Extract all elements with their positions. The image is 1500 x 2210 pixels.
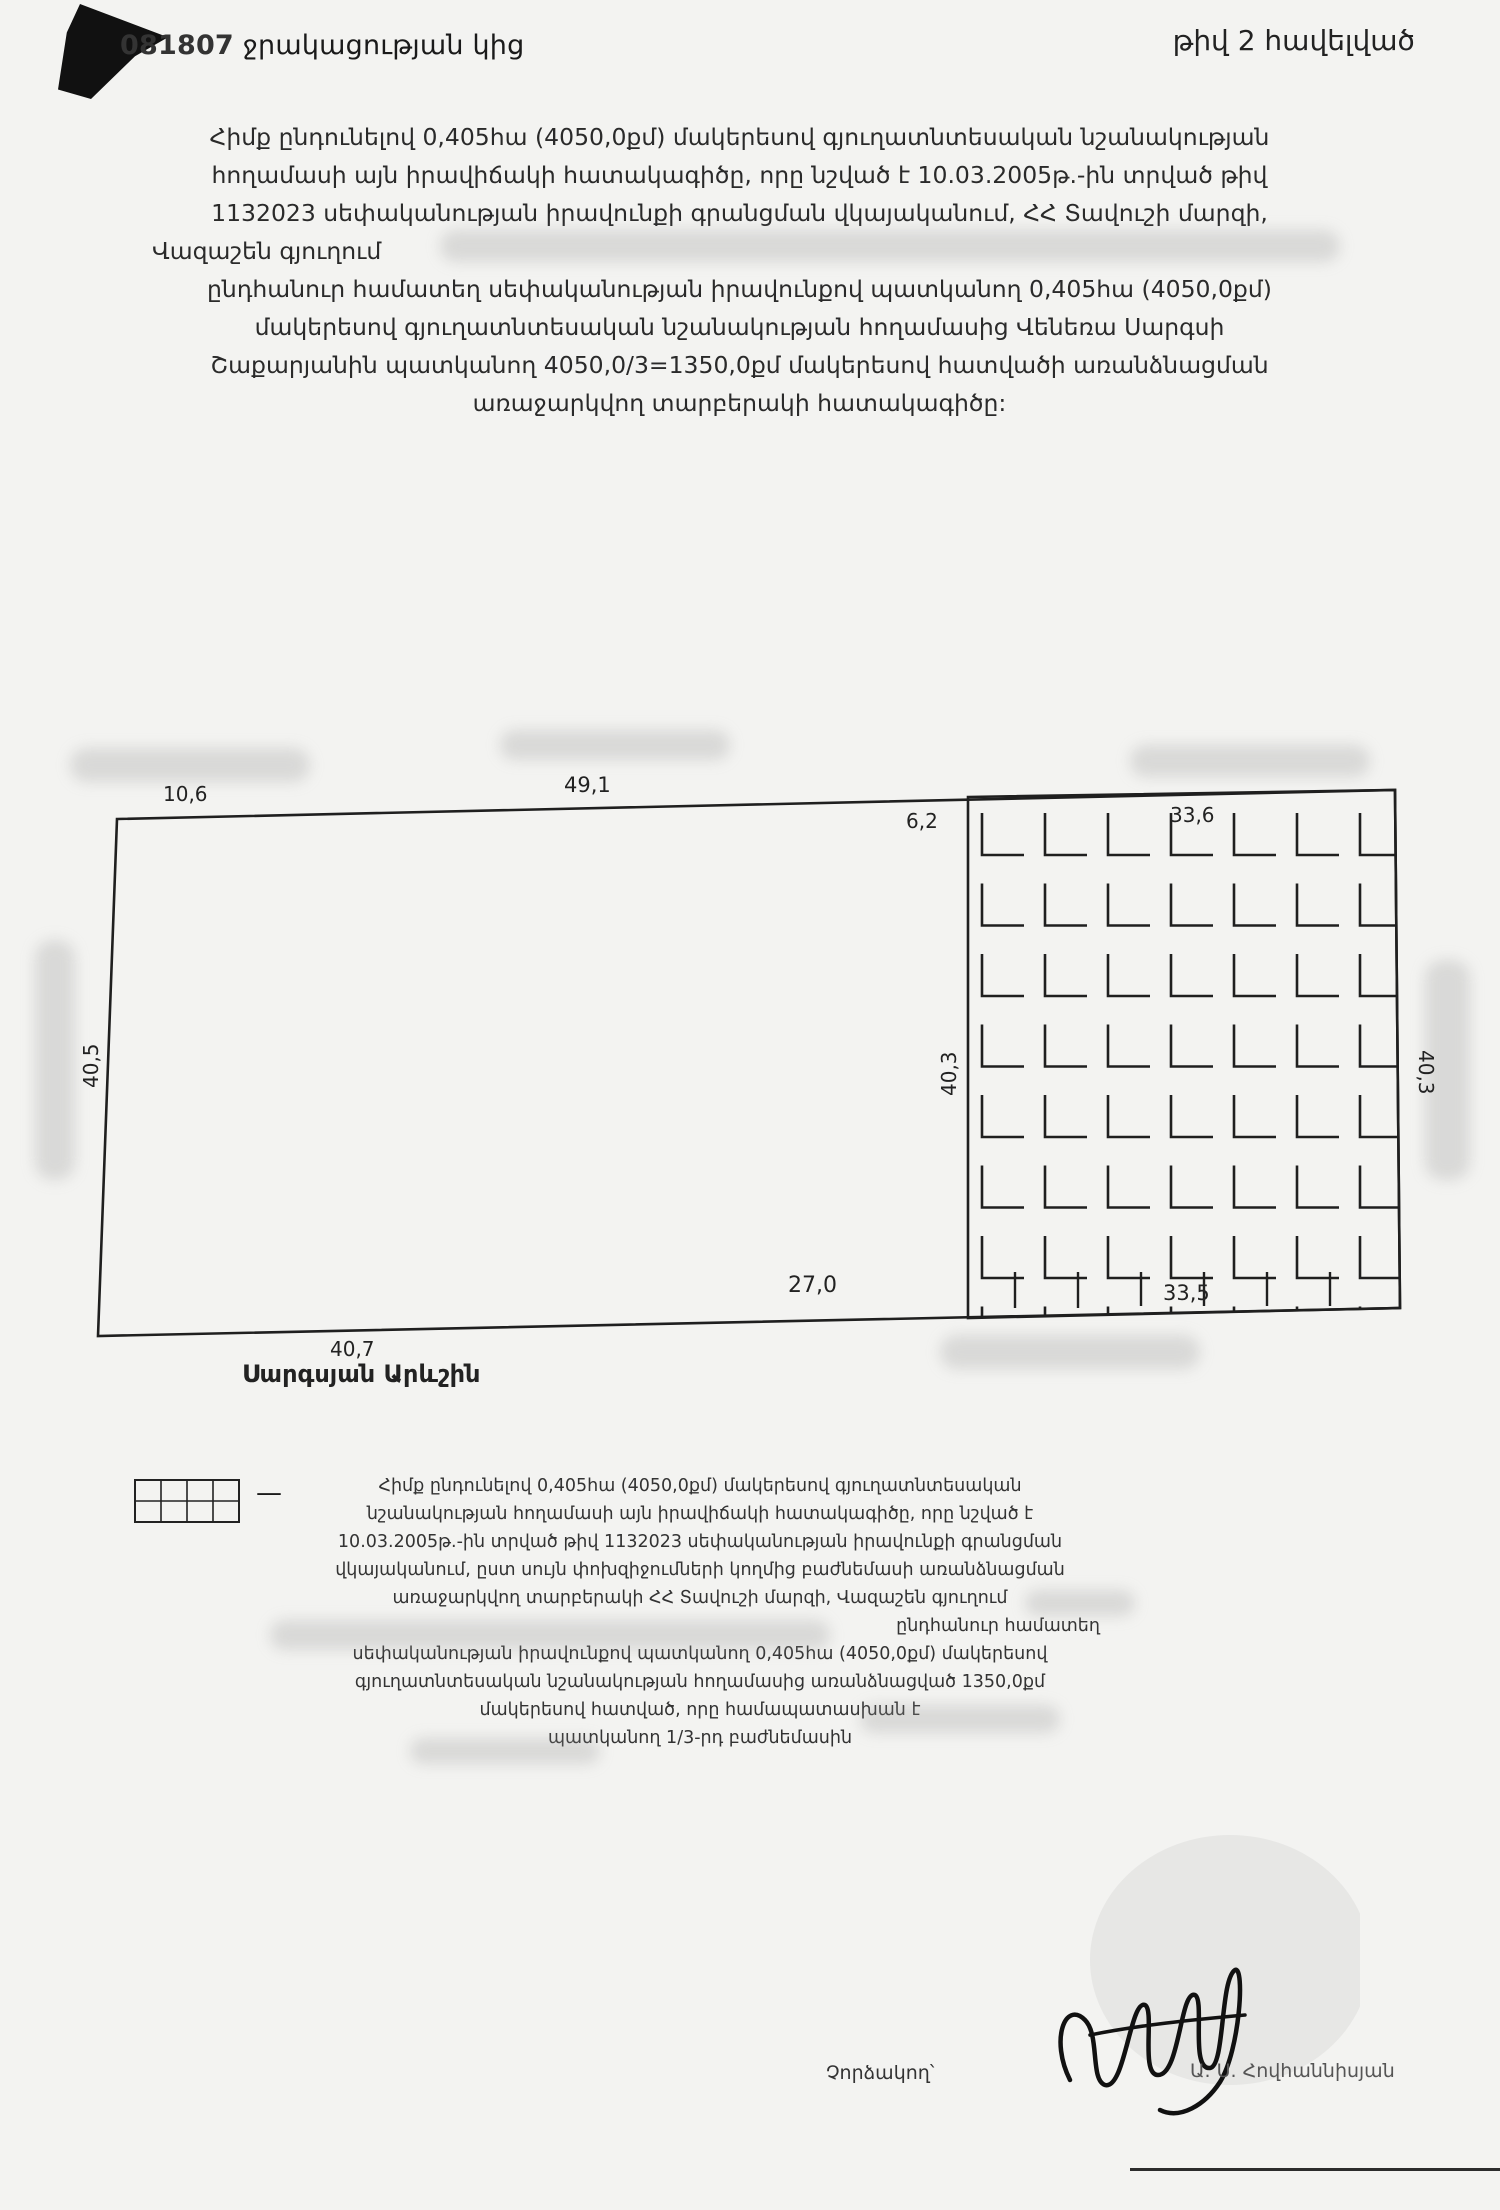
dim-middle-vertical: 40,3 [937, 1051, 961, 1096]
legend-line: պատկանող 1/3-րդ բաժնեմասին [547, 1728, 853, 1748]
legend-hatch-sample [133, 1478, 241, 1524]
signatory-name: Ա. Ս. Հովհաննիսյան [1190, 2060, 1395, 2082]
redacted-area [270, 1620, 830, 1650]
dim-bottom-right: 33,5 [1163, 1281, 1210, 1305]
legend-dash: — [256, 1478, 282, 1508]
intro-line: ընդհանուր համատեղ սեփականության իրավունքով պատկանող 0,405հա (4050,0քմ) [207, 275, 1272, 303]
redacted-area [1025, 1590, 1135, 1616]
certificate-label: ջրակացության կից [242, 30, 525, 61]
legend-line: ընդհանուր համատեղ [896, 1616, 1100, 1636]
dim-top-main: 49,1 [564, 773, 611, 797]
dim-bottom-mid: 27,0 [788, 1273, 837, 1298]
appendix-label: թիվ 2 հավելված [1172, 24, 1415, 57]
legend-line: Հիմք ընդունելով 0,405հա (4050,0քմ) մակերեսով գյուղատնտեսական [378, 1476, 1022, 1496]
intro-line: հողամասի այն իրավիճակի հատակագիծը, որը նշված է 10.03.2005թ.-ին տրված թիվ [211, 161, 1268, 189]
legend-line: առաջարկվող տարբերակի ՀՀ Տավուշի մարզի, Վազաշեն գյուղում [392, 1588, 1008, 1608]
adjacent-owner-label: Սարգսյան Արևշին [242, 1360, 481, 1388]
signature-and-stamp [1030, 1820, 1360, 2140]
redacted-area [860, 1705, 1060, 1733]
legend-line: գյուղատնտեսական նշանակության հողամասից առանձնացված 1350,0քմ [354, 1672, 1046, 1692]
redacted-area [410, 1738, 600, 1764]
legend-line: մակերեսով հատված, որը համապատասխան է [479, 1700, 921, 1720]
legend-line: սեփականության իրավունքով պատկանող 0,405հա (4050,0քմ) մակերեսով [352, 1644, 1048, 1664]
intro-line: Վազաշեն գյուղում [152, 237, 382, 265]
dim-left-side: 40,5 [79, 1043, 103, 1088]
intro-line: առաջարկվող տարբերակի հատակագիծը: [472, 389, 1007, 417]
intro-line: մակերեսով գյուղատնտեսական նշանակության հողամասից Վենեռա Սարգսի [254, 313, 1225, 341]
dim-top-mid: 6,2 [906, 809, 938, 833]
intro-line: Հիմք ընդունելով 0,405հա (4050,0քմ) մակերեսով գյուղատնտեսական նշանակության [209, 123, 1270, 151]
signature-label: Չորձակող՝ [826, 2062, 935, 2084]
stamp-mark [1090, 1835, 1360, 2085]
dim-top-left: 10,6 [163, 782, 208, 806]
separated-section [968, 790, 1400, 1318]
certificate-number: 081807 [120, 30, 234, 61]
dim-top-right: 33,6 [1170, 803, 1215, 827]
dim-bottom-left: 40,7 [330, 1337, 375, 1361]
legend-line: 10.03.2005թ.-ին տրված թիվ 1132023 սեփականության իրավունքի գրանցման [337, 1532, 1063, 1552]
legend-line: վկայականում, ըստ սույն փոխզիջումների կողմից բաժնեմասի առանձնացման [335, 1560, 1065, 1580]
legend-line: նշանակության հողամասի այն իրավիճակի հատակագիծը, որը նշված է [366, 1504, 1034, 1524]
bottom-divider [1130, 2168, 1500, 2171]
intro-line: 1132023 սեփականության իրավունքի գրանցման վկայականում, ՀՀ Տավուշի մարզի, [211, 199, 1268, 227]
dim-right-side: 40,3 [1414, 1050, 1438, 1095]
intro-line: Շաքարյանին պատկանող 4050,0/3=1350,0քմ մակերեսով հատվածի առանձնացման [210, 351, 1269, 379]
